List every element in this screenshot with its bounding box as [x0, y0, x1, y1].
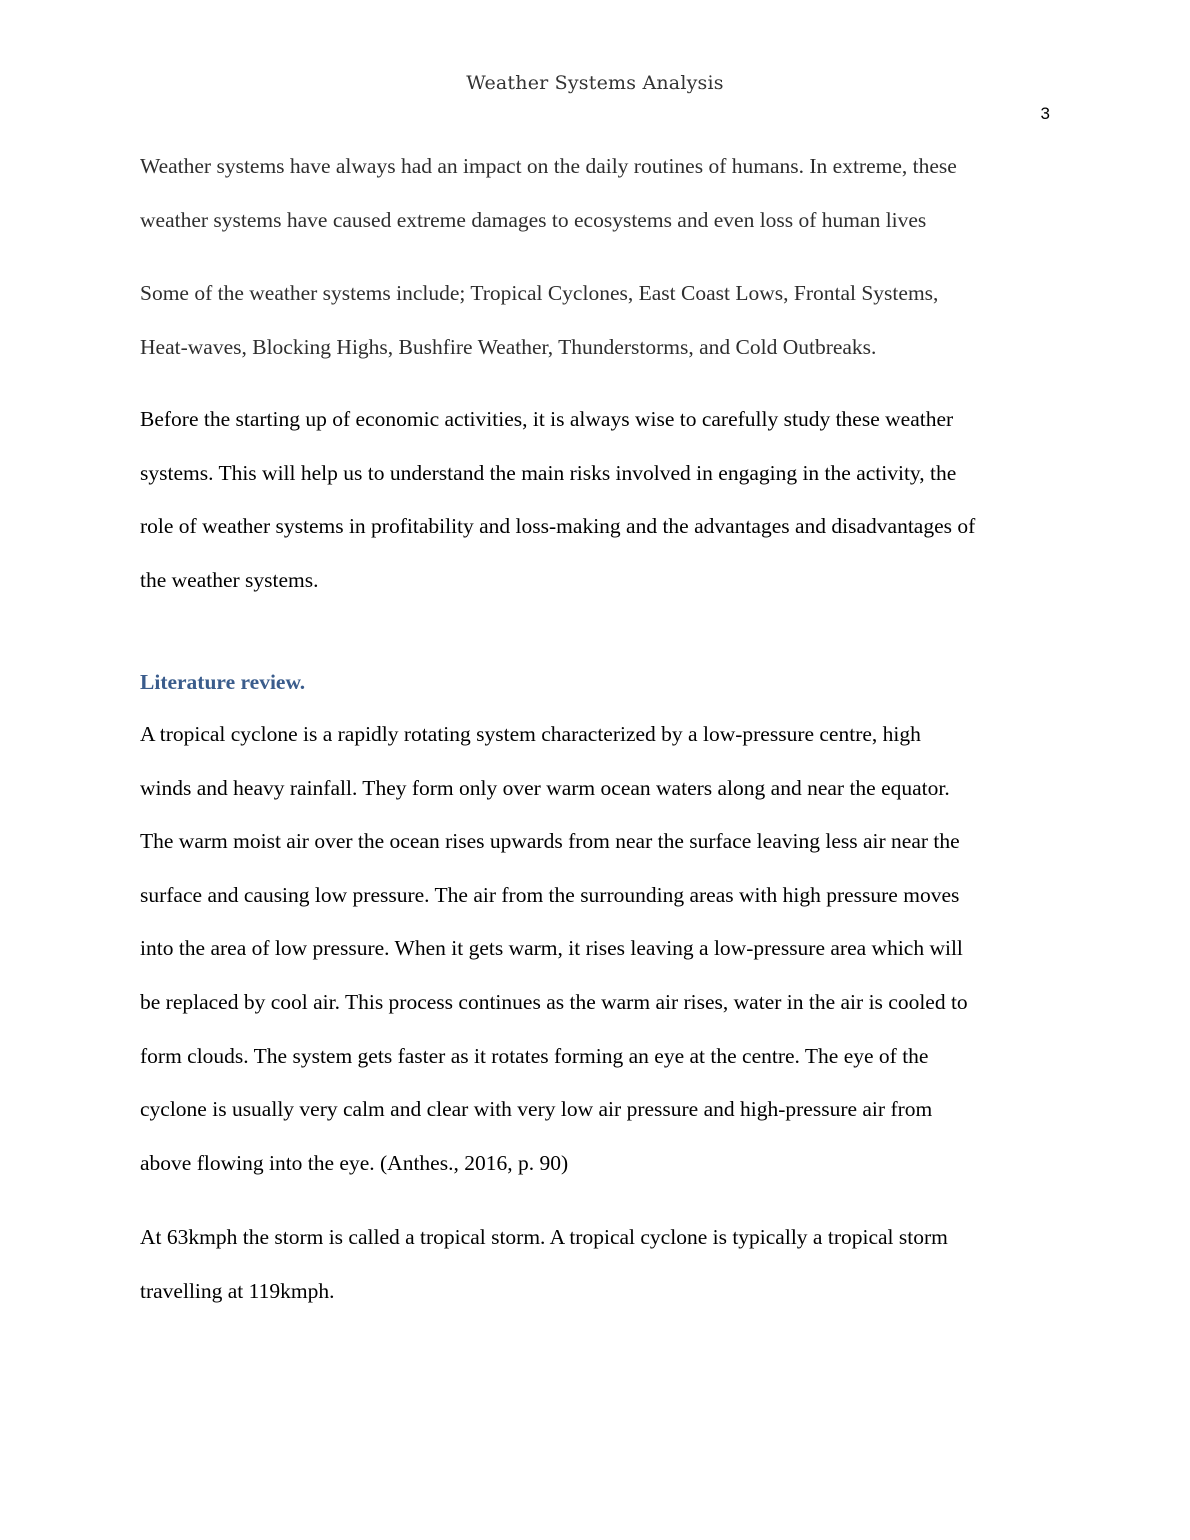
intro-paragraph	[140, 140, 1060, 247]
running-header-title: Weather Systems Analysis	[466, 72, 724, 94]
storm-speed-paragraph	[140, 1211, 1060, 1318]
text-line: winds and heavy rainfall. They form only over warm ocean waters along and near the equator.	[140, 775, 950, 800]
text-line: Some of the weather systems include; Tropical Cyclones, East Coast Lows, Frontal Systems,	[140, 281, 939, 305]
text-line: Before the starting up of economic activities, it is always wise to carefully study these weather	[140, 407, 954, 431]
cyclone-paragraph	[140, 708, 1060, 1190]
page-number: 3	[1040, 104, 1050, 123]
text-line: form clouds. The system gets faster as it rotates forming an eye at the centre. The eye of the	[140, 1043, 929, 1068]
text-line: systems. This will help us to understand the main risks involved in engaging in the activity, the	[140, 460, 957, 485]
text-line: surface and causing low pressure. The air from the surrounding areas with high pressure moves	[140, 882, 960, 907]
section-heading: Literature review.	[140, 670, 306, 694]
text-line: role of weather systems in profitability and loss-making and the advantages and disadvantages of	[140, 514, 976, 539]
text-line: The warm moist air over the ocean rises upwards from near the surface leaving less air near the	[140, 829, 960, 854]
text-line: At 63kmph the storm is called a tropical storm. A tropical cyclone is typically a tropical storm	[140, 1225, 948, 1249]
text-line: cyclone is usually very calm and clear with very low air pressure and high-pressure air from	[140, 1097, 933, 1122]
systems-paragraph	[140, 267, 1060, 374]
text-line: the weather systems.	[140, 567, 319, 592]
purpose-paragraph	[140, 393, 1060, 607]
text-line: travelling at 119kmph.	[140, 1278, 335, 1303]
text-line: Heat-waves, Blocking Highs, Bushfire Weather, Thunderstorms, and Cold Outbreaks.	[140, 334, 877, 359]
text-line: A tropical cyclone is a rapidly rotating system characterized by a low-pressure centre, high	[140, 722, 921, 746]
literature-review-section	[140, 667, 1060, 697]
text-line: above flowing into the eye. (Anthes., 2016, p. 90)	[140, 1150, 569, 1175]
text-line: into the area of low pressure. When it gets warm, it rises leaving a low-pressure area which will	[140, 936, 963, 961]
text-line: be replaced by cool air. This process continues as the warm air rises, water in the air is cooled to	[140, 989, 968, 1014]
text-line: weather systems have caused extreme damages to ecosystems and even loss of human lives	[140, 207, 927, 232]
text-line: Weather systems have always had an impact on the daily routines of humans. In extreme, these	[140, 154, 957, 178]
